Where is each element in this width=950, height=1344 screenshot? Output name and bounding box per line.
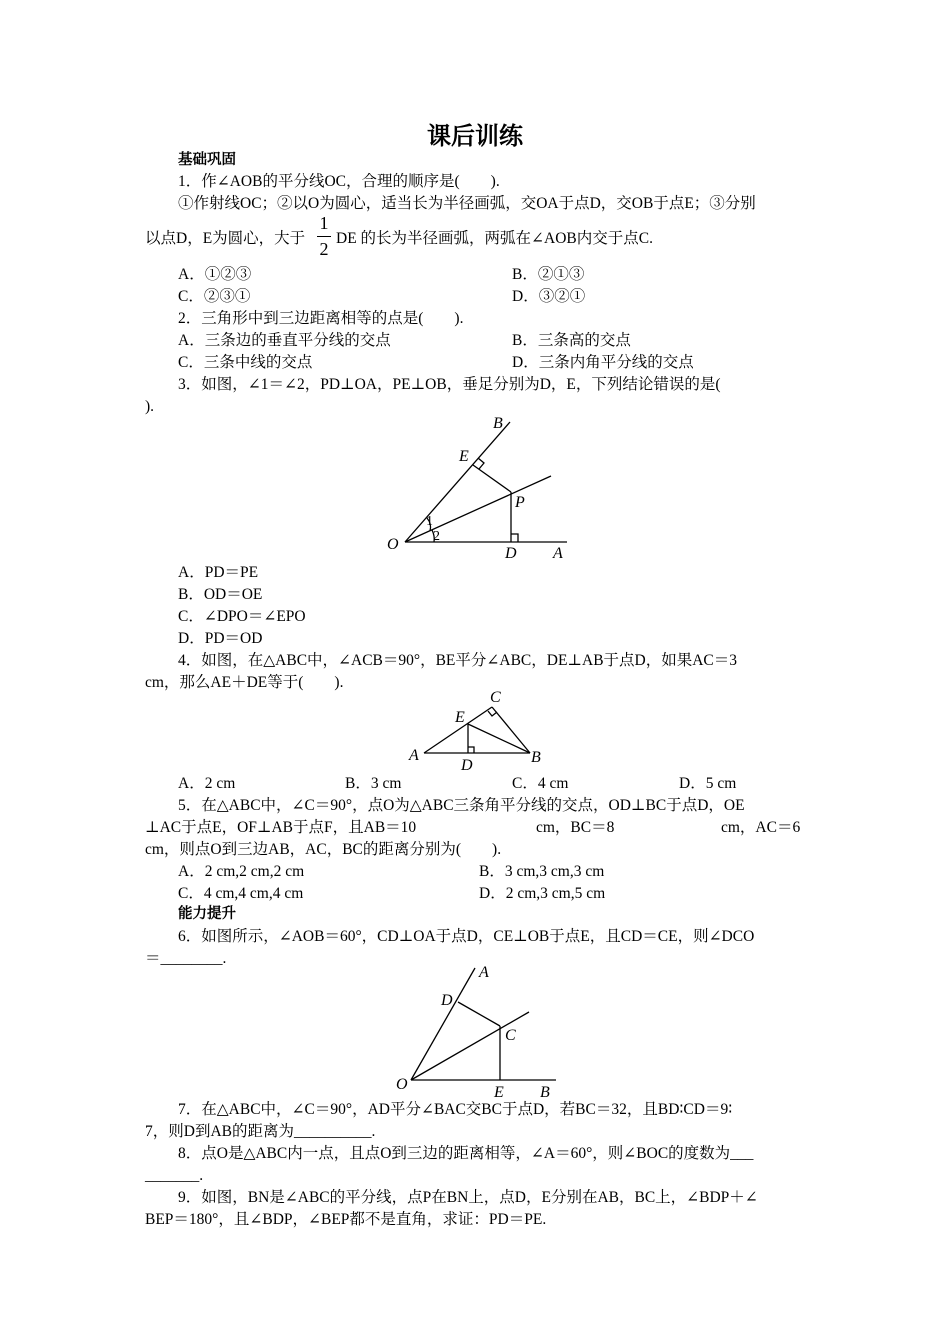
q5-option-a: A．2 cm,2 cm,2 cm bbox=[178, 863, 305, 880]
q6-label-c: C bbox=[505, 1027, 516, 1044]
q1-fraction-numerator: 1 bbox=[319, 213, 329, 233]
q5-line3: cm，则点O到三边AB，AC，BC的距离分别为( ). bbox=[145, 841, 502, 858]
q6-stem-cont: ＝________. bbox=[145, 950, 227, 967]
q5-option-c: C．4 cm,4 cm,4 cm bbox=[178, 885, 304, 902]
q4-option-a: A．2 cm bbox=[178, 775, 236, 792]
q1-stem: 1．作∠AOB的平分线OC，合理的顺序是( ). bbox=[178, 173, 500, 190]
q5-line2a: ⊥AC于点E，OF⊥AB于点F，且AB＝10 bbox=[145, 819, 417, 836]
section-basic: 基础巩固 bbox=[178, 152, 236, 168]
q3-label-o: O bbox=[387, 536, 399, 553]
q3-stem-cont: ). bbox=[145, 398, 155, 415]
q5-option-b: B．3 cm,3 cm,3 cm bbox=[479, 863, 605, 880]
q2-option-c: C．三条中线的交点 bbox=[178, 354, 313, 371]
q6-ray-oa bbox=[411, 968, 475, 1080]
q3-stem: 3．如图，∠1＝∠2，PD⊥OA，PE⊥OB，垂足分别为D，E，下列结论错误的是( bbox=[178, 376, 721, 393]
section-advanced: 能力提升 bbox=[178, 906, 236, 922]
q6-ray-oc bbox=[411, 1012, 529, 1080]
q3-label-e: E bbox=[459, 448, 469, 465]
q6-label-a: A bbox=[479, 964, 489, 981]
q4-label-b: B bbox=[531, 749, 541, 766]
q4-option-c: C．4 cm bbox=[512, 775, 569, 792]
q3-label-p: P bbox=[515, 494, 525, 511]
q4-option-d: D．5 cm bbox=[679, 775, 737, 792]
q4-label-c: C bbox=[490, 689, 501, 706]
q1-line2: ①作射线OC；②以O为圆心，适当长为半径画弧，交OA于点D，交OB于点E；③分别 bbox=[178, 195, 756, 212]
q4-label-d: D bbox=[461, 757, 473, 774]
q3-label-d: D bbox=[505, 545, 517, 562]
q2-option-b: B．三条高的交点 bbox=[512, 332, 631, 349]
q1-option-d: D．③②① bbox=[512, 288, 586, 305]
q3-option-d: D．PD＝OD bbox=[178, 630, 263, 647]
q4-label-e: E bbox=[455, 709, 465, 726]
q5-option-d: D．2 cm,3 cm,5 cm bbox=[479, 885, 606, 902]
q6-label-b: B bbox=[540, 1084, 550, 1101]
q3-label-angle-2: 2 bbox=[433, 529, 440, 544]
q2-option-a: A．三条边的垂直平分线的交点 bbox=[178, 332, 391, 349]
q1-fraction-denominator: 2 bbox=[319, 239, 329, 259]
q3-option-c: C．∠DPO＝∠EPO bbox=[178, 608, 306, 625]
q3-option-b: B．OD＝OE bbox=[178, 586, 263, 603]
q1-line3a: 以点D，E为圆心，大于 bbox=[145, 230, 306, 247]
q3-label-angle-1: 1 bbox=[426, 514, 433, 529]
page-title: 课后训练 bbox=[427, 122, 523, 150]
q1-line3b: DE 的长为半径画弧，两弧在∠AOB内交于点C. bbox=[336, 230, 653, 247]
q3-option-a: A．PD＝PE bbox=[178, 564, 259, 581]
q9-stem-cont: BEP＝180°，且∠BDP，∠BEP都不是直角，求证：PD＝PE. bbox=[145, 1211, 547, 1228]
q5-stem: 5．在△ABC中，∠C＝90°，点O为△ABC三条角平分线的交点，OD⊥BC于点D，OE bbox=[178, 797, 745, 814]
q5-line2b: cm，BC＝8 bbox=[536, 819, 615, 836]
q4-label-a: A bbox=[409, 747, 419, 764]
q9-stem: 9．如图，BN是∠ABC的平分线，点P在BN上，点D，E分别在AB，BC上，∠BDP＋∠ bbox=[178, 1189, 758, 1206]
q7-stem-cont: 7，则D到AB的距离为__________. bbox=[145, 1123, 376, 1140]
q8-stem-cont: _______. bbox=[145, 1167, 204, 1184]
q1-option-b: B．②①③ bbox=[512, 266, 585, 283]
q2-stem: 2．三角形中到三边距离相等的点是( ). bbox=[178, 310, 464, 327]
q4-stem: 4．如图，在△ABC中，∠ACB＝90°，BE平分∠ABC，DE⊥AB于点D，如果AC＝3 bbox=[178, 652, 738, 669]
q1-option-a: A．①②③ bbox=[178, 266, 252, 283]
q6-label-e: E bbox=[494, 1084, 504, 1101]
q6-label-o: O bbox=[396, 1076, 408, 1093]
q6-stem: 6．如图所示，∠AOB＝60°，CD⊥OA于点D，CE⊥OB于点E，且CD＝CE，则∠DCO bbox=[178, 928, 755, 945]
q3-label-a: A bbox=[553, 545, 563, 562]
q6-segment-cd bbox=[458, 1002, 500, 1026]
q7-stem: 7．在△ABC中，∠C＝90°，AD平分∠BAC交BC于点D，若BC＝32，且BD∶CD＝9∶ bbox=[178, 1101, 733, 1118]
q8-stem: 8．点O是△ABC内一点，且点O到三边的距离相等，∠A＝60°，则∠BOC的度数为___ bbox=[178, 1145, 754, 1162]
q4-option-b: B．3 cm bbox=[345, 775, 402, 792]
q3-label-b: B bbox=[493, 415, 503, 432]
q6-label-d: D bbox=[441, 992, 453, 1009]
q4-stem-cont: cm，那么AE＋DE等于( ). bbox=[145, 674, 344, 691]
q1-option-c: C．②③① bbox=[178, 288, 251, 305]
q2-option-d: D．三条内角平分线的交点 bbox=[512, 354, 694, 371]
q5-line2c: cm，AC＝6 bbox=[721, 819, 801, 836]
